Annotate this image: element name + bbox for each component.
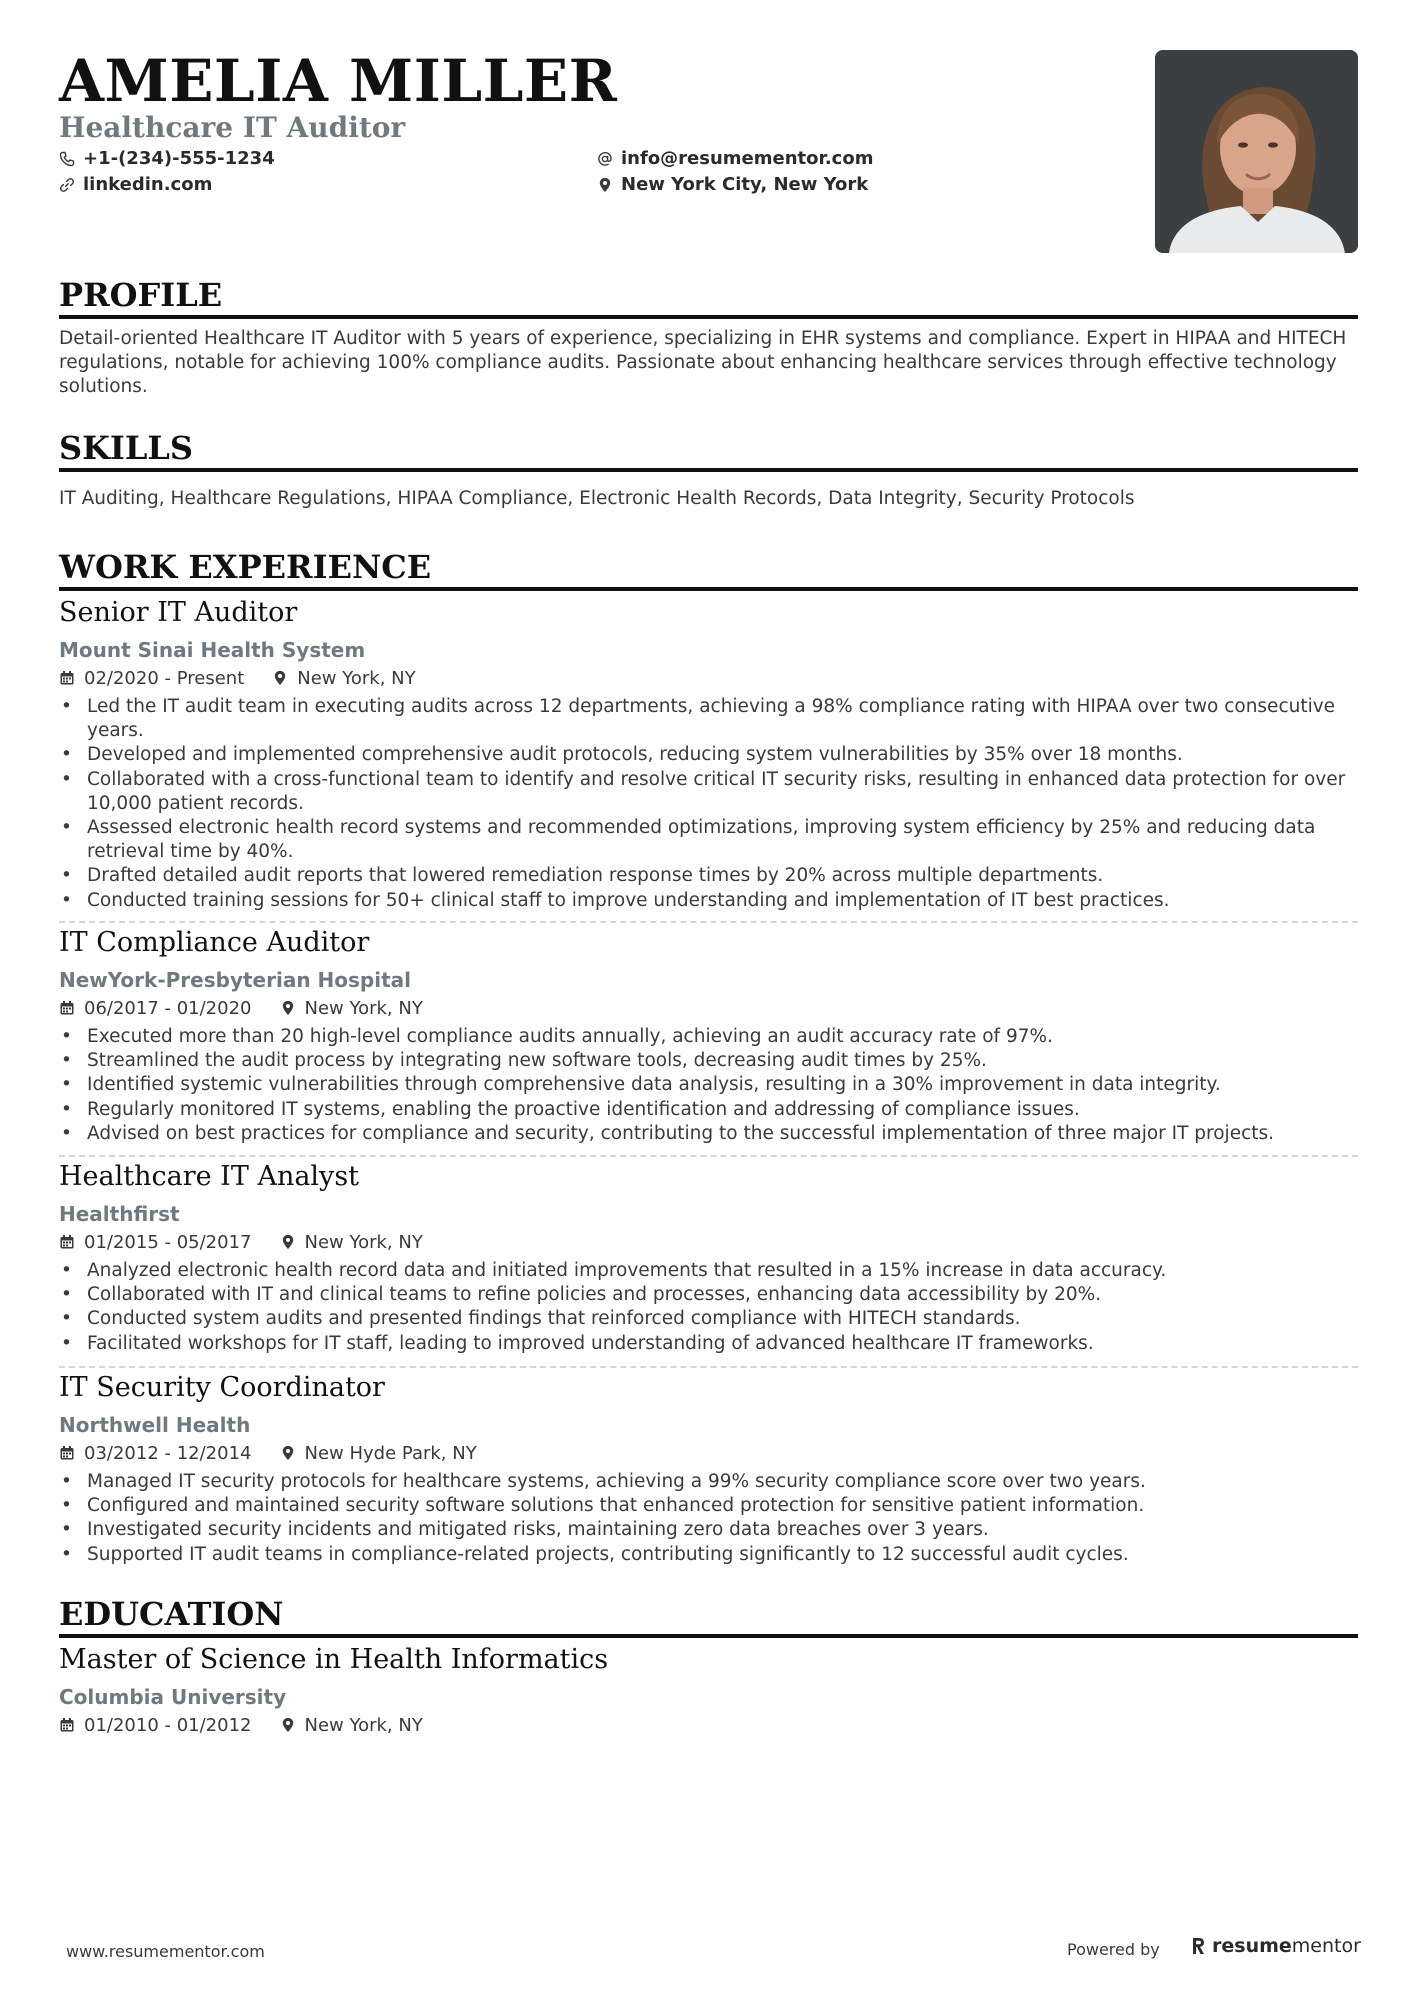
at-icon <box>597 151 613 167</box>
job-entry <box>59 1371 1358 1567</box>
bullet-item: • Led the IT audit team in executing audits across 12 departments, achieving a 98% compliance rating with HIPAA over two consecutive years. <box>59 695 1358 743</box>
school-name: Columbia University <box>59 1685 287 1709</box>
job-dates: 01/2015 - 05/2017 <box>84 1231 252 1253</box>
bullet-item: • Streamlined the audit process by integrating new software tools, decreasing audit times by 25%. <box>59 1049 1358 1073</box>
skills-heading: SKILLS <box>59 431 1358 472</box>
job-meta <box>59 996 1358 1020</box>
phone-icon <box>59 151 75 167</box>
bullet-item: • Conducted system audits and presented findings that reinforced compliance with HITECH standards. <box>59 1307 1358 1331</box>
map-pin-icon <box>280 1717 296 1733</box>
job-entry <box>59 596 1358 913</box>
job-title: Senior IT Auditor <box>59 597 298 628</box>
candidate-name: AMELIA MILLER <box>59 47 618 115</box>
contact-location <box>597 174 868 195</box>
bullet-item: • Executed more than 20 high-level compliance audits annually, achieving an audit accuracy rate of 97%. <box>59 1025 1358 1049</box>
contact-phone[interactable] <box>59 148 275 169</box>
company-name: Healthfirst <box>59 1202 180 1226</box>
job-location: New Hyde Park, NY <box>304 1442 477 1464</box>
email-text: info@resumementor.com <box>621 148 874 169</box>
linkedin-text: linkedin.com <box>83 174 213 195</box>
job-location: New York, NY <box>304 1231 423 1253</box>
profile-photo <box>1155 50 1358 253</box>
degree-title: Master of Science in Health Informatics <box>59 1644 609 1675</box>
calendar-icon <box>59 670 75 686</box>
job-title: IT Compliance Auditor <box>59 927 370 958</box>
bullet-item: • Drafted detailed audit reports that lowered remediation response times by 20% across multiple departments. <box>59 864 1358 888</box>
education-dates: 01/2010 - 01/2012 <box>84 1714 252 1736</box>
bullet-item: • Managed IT security protocols for healthcare systems, achieving a 99% security compliance score over two years. <box>59 1470 1358 1494</box>
job-bullets <box>59 695 1358 913</box>
education-location: New York, NY <box>304 1714 423 1736</box>
contact-email[interactable] <box>597 148 873 169</box>
bullet-item: • Facilitated workshops for IT staff, leading to improved understanding of advanced healthcare IT frameworks. <box>59 1332 1358 1356</box>
job-divider <box>59 1366 1358 1368</box>
map-pin-icon <box>597 177 613 193</box>
powered-by-label: Powered by <box>1067 1940 1160 1959</box>
bullet-item: • Identified systemic vulnerabilities through comprehensive data analysis, resulting in a 30% improvement in data integrity. <box>59 1073 1358 1097</box>
job-meta <box>59 666 1358 690</box>
education-meta <box>59 1713 1358 1737</box>
calendar-icon <box>59 1000 75 1016</box>
job-location: New York, NY <box>304 997 423 1019</box>
job-title: IT Security Coordinator <box>59 1372 385 1403</box>
job-dates: 02/2020 - Present <box>84 667 245 689</box>
resumementor-logo-icon <box>1190 1936 1206 1956</box>
job-dates: 06/2017 - 01/2020 <box>84 997 252 1019</box>
job-title: Healthcare IT Analyst <box>59 1161 360 1192</box>
job-divider <box>59 1155 1358 1157</box>
job-location: New York, NY <box>297 667 416 689</box>
map-pin-icon <box>280 1234 296 1250</box>
job-entry <box>59 1160 1358 1356</box>
bullet-item: • Supported IT audit teams in compliance-related projects, contributing significantly to 12 successful audit cycles. <box>59 1543 1358 1567</box>
bullet-item: • Advised on best practices for compliance and security, contributing to the successful implementation of three major IT projects. <box>59 1122 1358 1146</box>
contact-linkedin[interactable] <box>59 174 212 195</box>
profile-heading: PROFILE <box>59 278 1358 319</box>
brand-logo[interactable] <box>1190 1935 1361 1957</box>
bullet-item: • Collaborated with a cross-functional team to identify and resolve critical IT security risks, resulting in enhanced data protection for over 10,000 patient records. <box>59 768 1358 816</box>
job-bullets <box>59 1025 1358 1146</box>
bullet-item: • Assessed electronic health record systems and recommended optimizations, improving system efficiency by 25% and reducing data retrieval time by 40%. <box>59 816 1358 864</box>
link-icon <box>59 177 75 193</box>
job-entry <box>59 926 1358 1146</box>
job-divider <box>59 921 1358 923</box>
job-meta <box>59 1230 1358 1254</box>
map-pin-icon <box>272 670 288 686</box>
experience-heading: WORK EXPERIENCE <box>59 550 1358 591</box>
map-pin-icon <box>280 1000 296 1016</box>
brand-name-light: mentor <box>1291 1935 1361 1957</box>
candidate-title: Healthcare IT Auditor <box>59 111 406 144</box>
job-bullets <box>59 1259 1358 1356</box>
company-name: Mount Sinai Health System <box>59 638 366 662</box>
footer-website[interactable]: www.resumementor.com <box>66 1942 265 1961</box>
skills-text: IT Auditing, Healthcare Regulations, HIPAA Compliance, Electronic Health Records, Data Integrity, Security Protocols <box>59 488 1135 509</box>
bullet-item: • Developed and implemented comprehensive audit protocols, reducing system vulnerabilities by 35% over 18 months. <box>59 743 1358 767</box>
location-text: New York City, New York <box>621 174 869 195</box>
company-name: Northwell Health <box>59 1413 251 1437</box>
calendar-icon <box>59 1234 75 1250</box>
bullet-item: • Regularly monitored IT systems, enabling the proactive identification and addressing of compliance issues. <box>59 1098 1358 1122</box>
education-entry <box>59 1643 1358 1737</box>
job-bullets <box>59 1470 1358 1567</box>
bullet-item: • Conducted training sessions for 50+ clinical staff to improve understanding and implementation of IT best practices. <box>59 889 1358 913</box>
phone-text: +1-(234)-555-1234 <box>83 148 275 169</box>
bullet-item: • Investigated security incidents and mitigated risks, maintaining zero data breaches over 3 years. <box>59 1518 1358 1542</box>
job-dates: 03/2012 - 12/2014 <box>84 1442 252 1464</box>
brand-name-bold: resume <box>1212 1935 1292 1957</box>
calendar-icon <box>59 1445 75 1461</box>
bullet-item: • Configured and maintained security software solutions that enhanced protection for sensitive patient information. <box>59 1494 1358 1518</box>
company-name: NewYork-Presbyterian Hospital <box>59 968 411 992</box>
calendar-icon <box>59 1717 75 1733</box>
map-pin-icon <box>280 1445 296 1461</box>
bullet-item: • Analyzed electronic health record data and initiated improvements that resulted in a 15% increase in data accuracy. <box>59 1259 1358 1283</box>
portrait-image <box>1155 50 1358 253</box>
bullet-item: • Collaborated with IT and clinical teams to refine policies and processes, enhancing data accessibility by 20%. <box>59 1283 1358 1307</box>
profile-text: Detail-oriented Healthcare IT Auditor with 5 years of experience, specializing in EHR systems and compliance. Expert in HIPAA and HITECH regulations, notable for achieving 100% compliance audits. Passionate about enhancing healthcare services through effective technology solutions. <box>59 328 1347 397</box>
education-heading: EDUCATION <box>59 1597 1358 1638</box>
job-meta <box>59 1441 1358 1465</box>
